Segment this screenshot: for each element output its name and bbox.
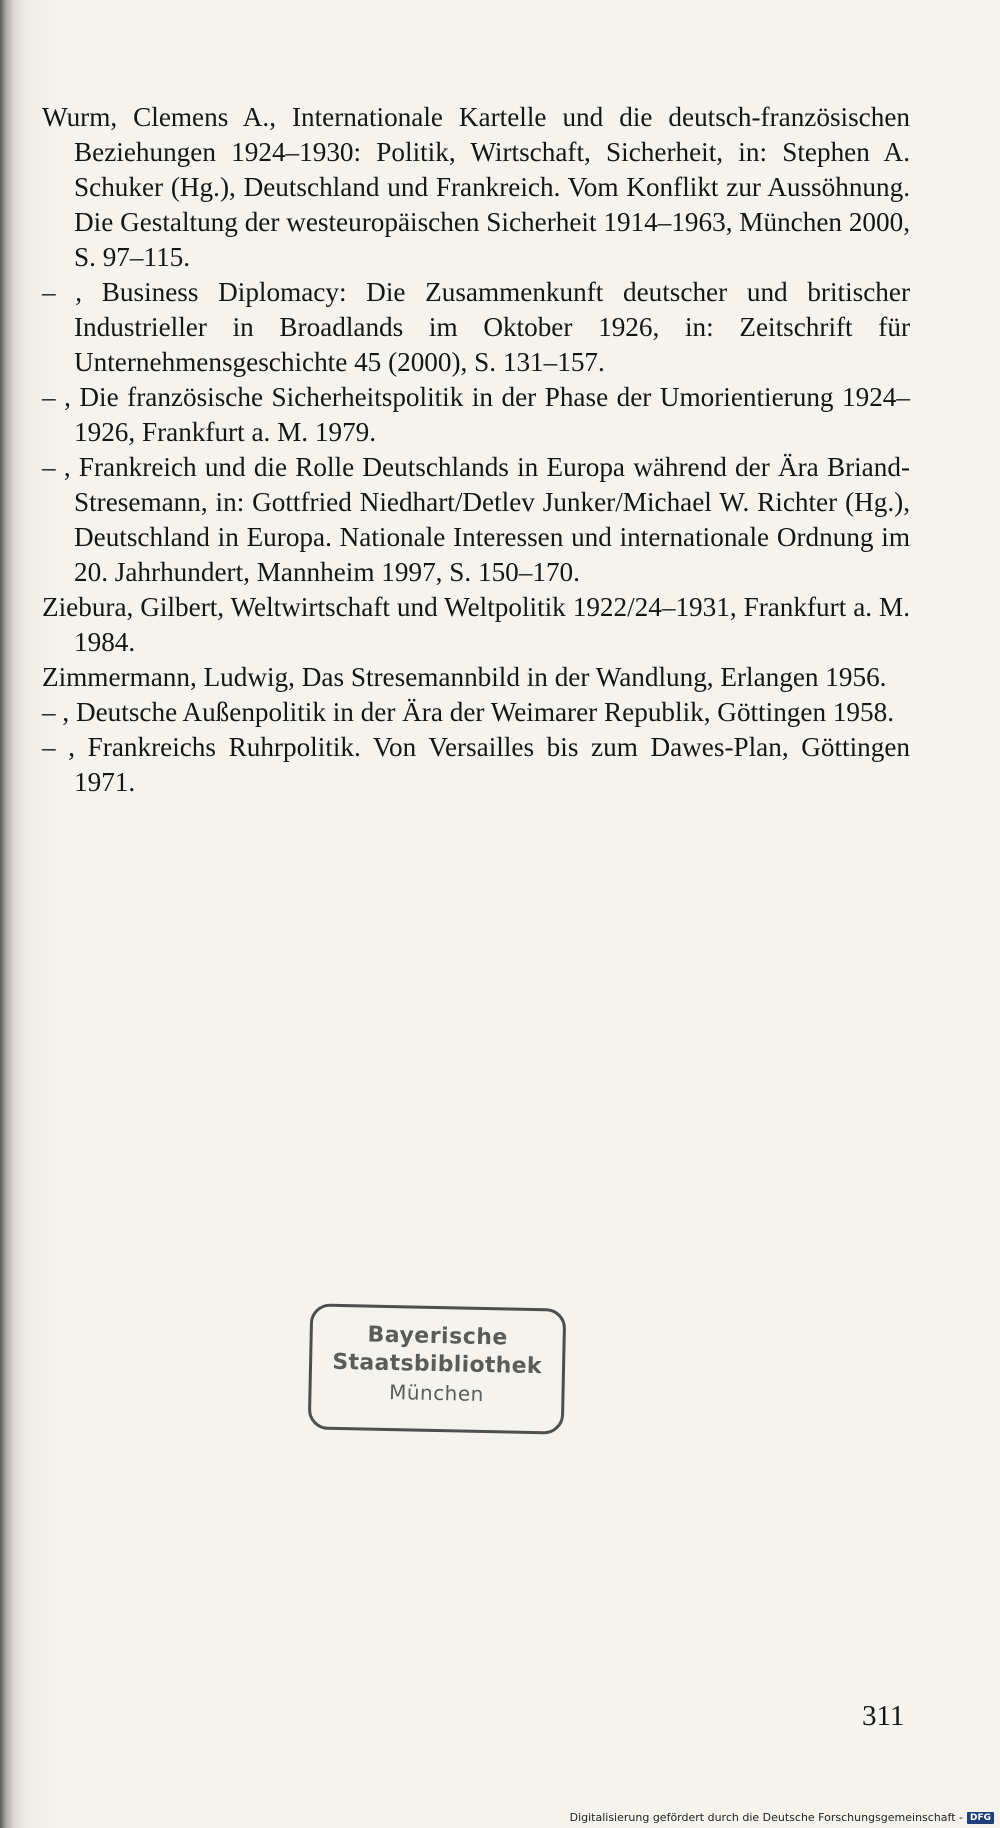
bibliography-entry: – , Business Diplomacy: Die Zusammenkunft deutscher und britischer Industrieller in Broadlands im Oktober 1926, in: Zeitschrift für Unternehmensgeschichte 45 (2000), S. 131–157. (42, 277, 910, 377)
dfg-logo-icon: DFG (967, 1812, 994, 1824)
library-stamp-text (311, 1320, 563, 1409)
bibliography-list (42, 100, 910, 800)
bibliography-entry: – , Frankreichs Ruhrpolitik. Von Versailles bis zum Dawes-Plan, Göttingen 1971. (42, 732, 910, 797)
stamp-line-muenchen: München (388, 1380, 485, 1406)
bibliography-entry: Ziebura, Gilbert, Weltwirtschaft und Weltpolitik 1922/24–1931, Frankfurt a. M. 1984. (42, 592, 910, 657)
stamp-line-bayerische: Bayerische (367, 1322, 509, 1351)
library-stamp (308, 1303, 567, 1434)
bibliography-entry: – , Die französische Sicherheitspolitik in der Phase der Umorientierung 1924–1926, Frankfurt a. M. 1979. (42, 382, 910, 447)
bibliography-entry: Wurm, Clemens A., Internationale Kartelle und die deutsch-französischen Beziehungen 1924–1930: Politik, Wirtschaft, Sicherheit, in: Stephen A. Schuker (Hg.), Deutschland und Frankreich. Vom Konflikt zur Aussöhnung. Die Gestaltung der westeuropäischen Sicherheit 1914–1963, München 2000, S. 97–115. (42, 102, 910, 272)
stamp-line-staatsbibliothek: Staatsbibliothek (332, 1349, 543, 1380)
digitization-footer (570, 1811, 994, 1824)
bibliography-entry: – , Deutsche Außenpolitik in der Ära der Weimarer Republik, Göttingen 1958. (42, 697, 895, 727)
page-number: 311 (862, 1700, 905, 1732)
bibliography-entry: Zimmermann, Ludwig, Das Stresemannbild in der Wandlung, Erlangen 1956. (42, 662, 887, 692)
bibliography-entry: – , Frankreich und die Rolle Deutschlands in Europa während der Ära Briand-Stresemann, in: Gottfried Niedhart/Detlev Junker/Michael W. Richter (Hg.), Deutschland in Europa. Nationale Interessen und internationale Ordnung im 20. Jahrhundert, Mannheim 1997, S. 150–170. (42, 452, 910, 587)
footer-text: Digitalisierung gefördert durch die Deutsche Forschungsgemeinschaft - (569, 1811, 963, 1824)
